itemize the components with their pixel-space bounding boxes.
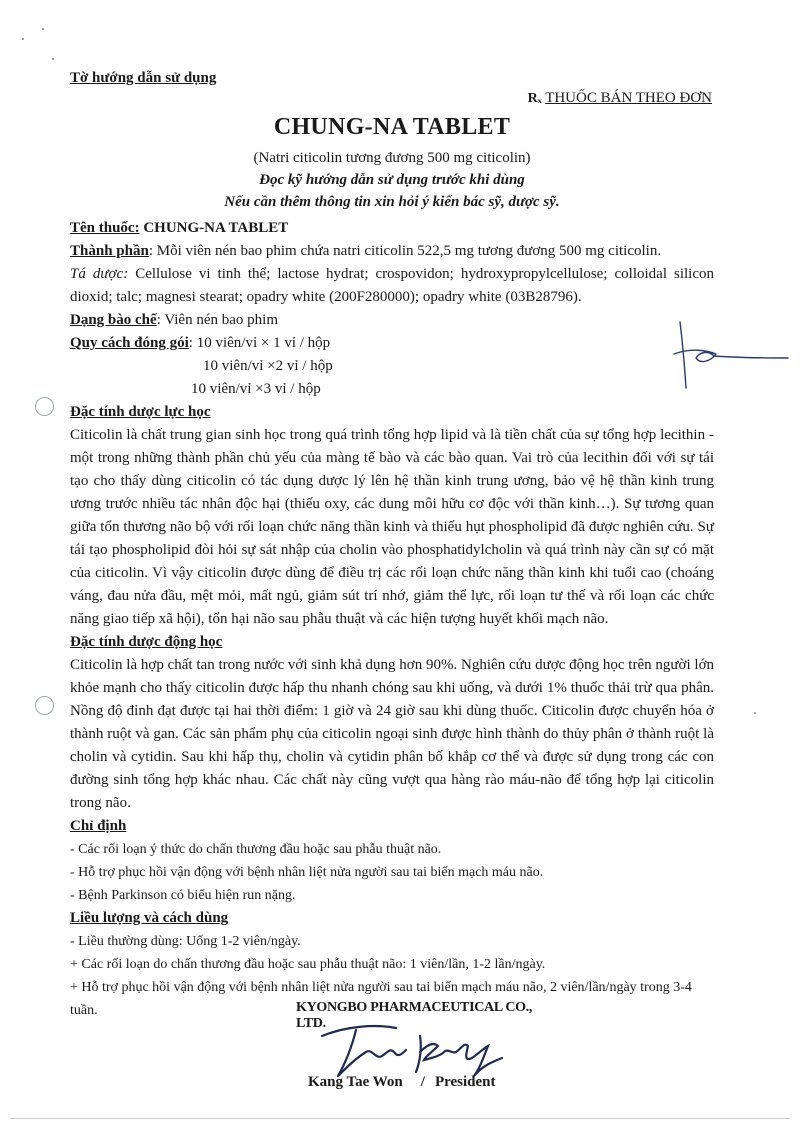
dosage-item: - Liều thường dùng: Uống 1-2 viên/ngày. [70,934,301,949]
signer-name: Kang Tae Won [308,1074,403,1090]
packaging-line-2: 10 viên/vỉ ×2 vỉ / hộp [203,358,333,374]
document-body [70,217,714,1022]
indication-item: - Bệnh Parkinson có biểu hiện run nặng. [70,888,296,903]
pharmacokinetics-heading: Đặc tính dược động học [70,634,223,650]
scan-speck [22,38,24,40]
document-type-label: Tờ hướng dẫn sử dụng [70,70,217,86]
pharmacokinetics-text: Citicolin là hợp chất tan trong nước với sinh khả dụng hơn 90%. Nghiên cứu dược động học trên người lớn khỏe mạnh cho thấy citicolin được hấp thu nhanh chóng sau khi uống, và dưới 1% thuốc thải trừ qua phân. Nồng độ đỉnh đạt được tại hai thời điểm: 1 giờ và 24 giờ sau khi dùng thuốc. Citicolin được chuyển hóa ở thành ruột và gan. Các sản phẩm phụ của citicolin ngoại sinh được hình thành do thủy phân ở thành ruột là cholin và cytidin. Sau khi hấp thụ, cholin và cytidin phân bố khắp cơ thể và được sử dụng trong các con đường sinh tổng hợp khác nhau. Các chất này cũng vượt qua hàng rào máu-não để tổng hợp lại citicolin trong não. [70,657,714,811]
rx-text: THUỐC BÁN THEO ĐƠN [545,90,712,106]
prescription-notice [528,90,712,107]
indication-item: - Các rối loạn ý thức do chấn thương đầu hoặc sau phẫu thuật não. [70,842,442,857]
excipients-row [70,263,714,309]
signer-separator: / [420,1074,425,1090]
composition-label: Thành phần [70,243,149,259]
packaging-row [70,332,714,355]
indication-item: - Hỗ trợ phục hồi vận động với bệnh nhân liệt nửa người sau tai biến mạch máu não. [70,865,544,880]
signer-line [308,1074,496,1091]
dosage-form-label: Dạng bào chế [70,312,157,328]
excipients-label: Tá dược: [70,266,129,282]
signature-block [290,1000,550,1110]
composition-value: : Mỗi viên nén bao phim chứa natri citicolin 522,5 mg tương đương 500 mg citicolin. [148,243,662,259]
dosage-heading: Liều lượng và cách dùng [70,910,229,926]
company-name: KYONGBO PHARMACEUTICAL CO., LTD. [296,1000,533,1031]
rx-symbol: Rₓ [527,91,542,106]
drug-name-value: CHUNG-NA TABLET [143,220,289,236]
indications-heading: Chỉ định [70,818,127,834]
page-title: CHUNG-NA TABLET [273,114,511,140]
drug-name-row [70,217,714,240]
dosage-item: + Hỗ trợ phục hồi vận động với bệnh nhân liệt nửa người sau tai biến mạch máu não, 2 viên/lần/ngày trong 3-4 tuần. [70,980,692,1018]
drug-name-label: Tên thuốc: [70,220,140,236]
packaging-line-3: 10 viên/vỉ ×3 vỉ / hộp [191,381,321,397]
composition-row [70,240,714,263]
scan-speck [754,712,756,714]
page-edge-line [10,1118,790,1119]
handwritten-signature [316,1018,516,1080]
dosage-form-value: : Viên nén bao phim [156,312,278,328]
margin-initial-mark [670,318,790,398]
scan-speck [42,28,44,30]
punch-hole-mark [35,397,54,416]
punch-hole-mark [35,696,54,715]
excipients-value: Cellulose vi tinh thể; lactose hydrat; crospovidon; hydroxypropylcellulose; colloidal silicon dioxid; talc; magnesi stearat; opadry white (200F280000); opadry white (03B28796). [70,266,714,305]
pharmacodynamics-text: Citicolin là chất trung gian sinh học trong quá trình tổng hợp lipid và là tiền chất của sự tổng hợp lecithin - một trong những thành phần chủ yếu của màng tế bào và các bào quan. Vai trò của lecithin đối với sự tái tạo cho thấy dùng citicolin có tác dụng dược lý lên hệ thần kinh trung ương, bảo vệ hệ thần kinh trung ương trước nhiều tác nhân độc hại (thiếu oxy, các dung môi hữu cơ độc với thần kinh…). Sự tương quan giữa tổn thương não bộ với rối loạn chức năng thần kinh và thiếu hụt phospholipid đã được nghiên cứu. Sự tái tạo phospholipid đòi hỏi sự sát nhập của cholin vào phosphatidylcholin và quá trình này cần sự có mặt của citicolin. Vì vậy citicolin được dùng để điều trị các rối loạn chức năng thần kinh khi tuổi cao (choáng váng, đau nửa đầu, mệt mỏi, mất ngủ, giảm sút trí nhớ, giảm thể lực, rối loạn tư thế và rối loạn các chức năng giao tiếp xã hội), tổn hại não sau phẫu thuật và các hiện tượng huyết khối mạch não. [70,427,714,627]
warning-read-instructions: Đọc kỹ hướng dẫn sử dụng trước khi dùng [259,172,525,188]
dosage-item: + Các rối loạn do chấn thương đầu hoặc sau phẫu thuật não: 1 viên/lần, 1-2 lần/ngày. [70,957,546,972]
signer-role: President [434,1074,496,1090]
dosage-form-row [70,309,714,332]
warning-consult-doctor: Nếu cần thêm thông tin xin hỏi ý kiến bác sỹ, dược sỹ. [224,194,560,210]
pharmacodynamics-heading: Đặc tính dược lực học [70,404,211,420]
scan-speck [52,58,54,60]
packaging-line-1: : 10 viên/vỉ × 1 vỉ / hộp [188,335,331,351]
packaging-label: Quy cách đóng gói [70,335,189,351]
subtitle: (Natri citicolin tương đương 500 mg citicolin) [253,150,531,166]
